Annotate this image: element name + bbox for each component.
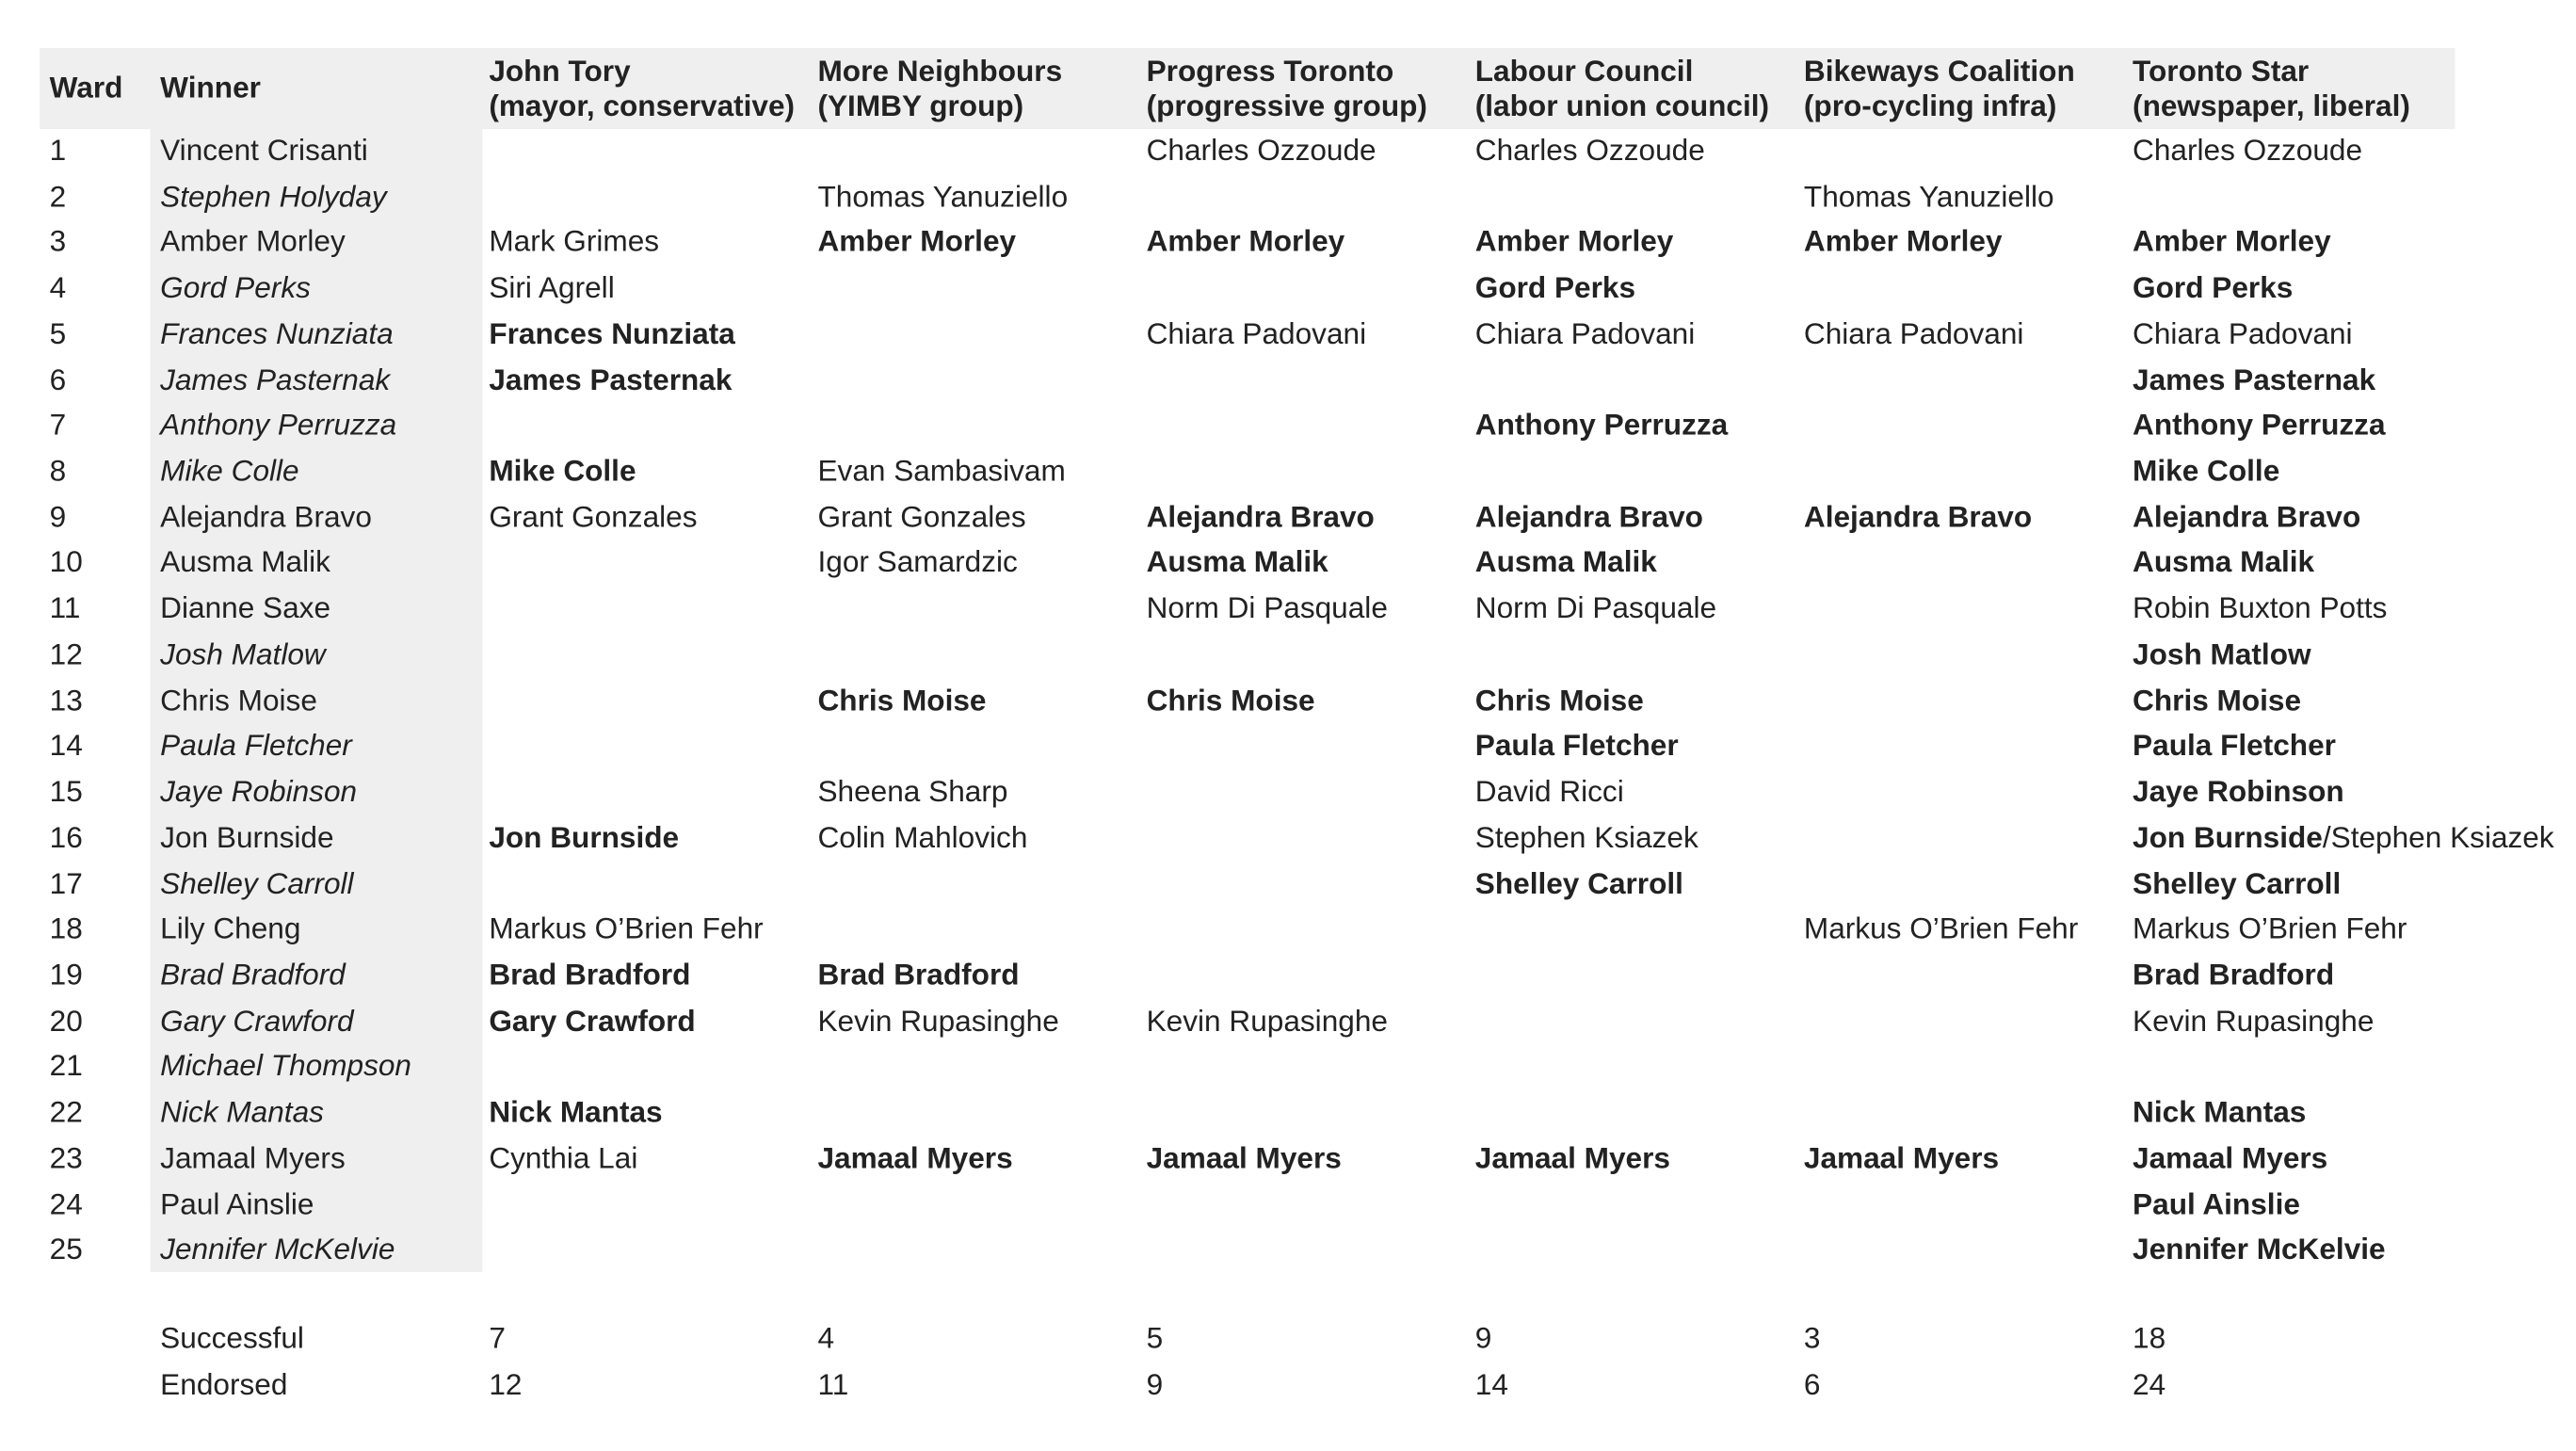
endorsement-cell: Chiara Padovani (2133, 316, 2353, 350)
endorsement-cell: Paul Ainslie (2133, 1186, 2300, 1220)
endorsement-cell: Evan Sambasivam (817, 454, 1066, 488)
ward-number: 6 (49, 363, 67, 396)
endorser-description: (progressive group) (1146, 89, 1427, 122)
endorsement-cell: Alejandra Bravo (1474, 500, 1703, 534)
endorsement-cell: Amber Morley (2133, 225, 2331, 259)
ward-number: 9 (49, 500, 67, 534)
winner-name: Frances Nunziata (160, 316, 394, 350)
endorsement-cell: Mike Colle (2133, 454, 2280, 488)
endorsement-cell: Jamaal Myers (1146, 1141, 1342, 1175)
endorsement-cell: Alejandra Bravo (2133, 500, 2361, 534)
ward-number: 17 (49, 866, 83, 900)
ward-number: 14 (49, 729, 83, 763)
ward-number: 22 (49, 1095, 83, 1129)
winner-name: Jennifer McKelvie (160, 1233, 395, 1266)
endorsement-cell: Chris Moise (1474, 683, 1644, 717)
winner-name: Anthony Perruzza (160, 408, 397, 442)
endorser-name: Bikeways Coalition (1803, 54, 2075, 88)
winner-name: Michael Thompson (160, 1049, 412, 1083)
winner-name: Vincent Crisanti (160, 134, 368, 168)
winner-name: James Pasternak (160, 363, 391, 396)
endorsement-part: Jon Burnside (2133, 820, 2323, 854)
ward-number: 19 (49, 958, 83, 992)
endorser-name: Progress Toronto (1146, 54, 1394, 88)
endorsement-cell: Jamaal Myers (2133, 1141, 2328, 1175)
endorsement-cell: Charles Ozzoude (2133, 134, 2363, 168)
ward-number: 5 (49, 316, 67, 350)
summary-value: 11 (817, 1367, 849, 1401)
winner-name: Stephen Holyday (160, 179, 387, 213)
endorser-description: (newspaper, liberal) (2133, 89, 2410, 122)
endorsement-cell: Amber Morley (1146, 225, 1345, 259)
endorsement-cell: Paula Fletcher (2133, 729, 2336, 763)
endorsement-cell: Chiara Padovani (1146, 316, 1367, 350)
endorsement-cell: Alejandra Bravo (1146, 500, 1375, 534)
endorsement-cell: Chris Moise (2133, 683, 2302, 717)
endorsement-cell: Mark Grimes (489, 225, 660, 259)
summary-value: 6 (1803, 1367, 1821, 1401)
endorsement-cell: Thomas Yanuziello (817, 179, 1069, 213)
summary-value: 24 (2133, 1367, 2166, 1401)
header-endorser (489, 55, 795, 124)
endorser-name: More Neighbours (817, 54, 1063, 88)
winner-name: Paula Fletcher (160, 729, 352, 763)
winner-name: Nick Mantas (160, 1095, 324, 1129)
endorsement-cell: Ausma Malik (2133, 545, 2315, 579)
endorsement-cell: Markus O’Brien Fehr (2133, 911, 2407, 945)
ward-number: 13 (49, 683, 83, 717)
endorsement-cell: Jamaal Myers (1474, 1141, 1670, 1175)
winner-name: Dianne Saxe (160, 591, 331, 625)
header-winner: Winner (160, 71, 261, 105)
summary-label: Endorsed (160, 1367, 288, 1401)
winner-name: Brad Bradford (160, 958, 346, 992)
summary-value: 5 (1146, 1321, 1164, 1355)
winner-name: Gary Crawford (160, 1004, 354, 1038)
winner-name: Lily Cheng (160, 911, 301, 945)
ward-number: 25 (49, 1233, 83, 1266)
endorsement-cell: Markus O’Brien Fehr (1803, 911, 2079, 945)
header-endorser (1147, 55, 1427, 124)
endorsement-cell: Amber Morley (1474, 225, 1674, 259)
winner-name: Mike Colle (160, 454, 299, 488)
endorsement-cell: Chris Moise (817, 683, 987, 717)
winner-name: Josh Matlow (160, 637, 326, 671)
ward-number: 16 (49, 820, 83, 854)
ward-number: 11 (49, 591, 81, 625)
winner-name: Jon Burnside (160, 820, 334, 854)
endorser-description: (labor union council) (1474, 89, 1770, 122)
ward-number: 24 (49, 1186, 83, 1220)
endorsement-cell (2133, 815, 2554, 862)
summary-value: 18 (2133, 1321, 2166, 1355)
endorser-name: Toronto Star (2133, 54, 2310, 88)
ward-number: 4 (49, 271, 67, 305)
endorsement-cell: Norm Di Pasquale (1474, 591, 1717, 625)
endorsement-cell: James Pasternak (489, 363, 733, 396)
winner-name: Amber Morley (160, 225, 346, 259)
endorsement-cell: Igor Samardzic (817, 545, 1018, 579)
endorsement-cell: Jennifer McKelvie (2133, 1233, 2386, 1266)
endorsement-cell: Kevin Rupasinghe (1146, 1004, 1388, 1038)
winner-name: Ausma Malik (160, 545, 330, 579)
endorsement-cell: Colin Mahlovich (817, 820, 1028, 854)
ward-number: 10 (49, 545, 83, 579)
endorsement-cell: Jon Burnside (489, 820, 680, 854)
summary-label: Successful (160, 1321, 304, 1355)
header-endorser (1804, 55, 2075, 124)
endorsement-cell: Kevin Rupasinghe (2133, 1004, 2375, 1038)
endorsement-cell: Paula Fletcher (1474, 729, 1679, 763)
summary-value: 4 (817, 1321, 835, 1355)
endorsement-cell: Mike Colle (489, 454, 636, 488)
endorsement-cell: Shelley Carroll (1474, 866, 1683, 900)
endorsement-cell: Gord Perks (2133, 271, 2294, 305)
endorsement-cell: Sheena Sharp (817, 774, 1008, 809)
endorsement-cell: Nick Mantas (489, 1095, 663, 1129)
endorsement-cell: Alejandra Bravo (1803, 500, 2033, 534)
endorser-name: Labour Council (1474, 54, 1694, 88)
endorsement-cell: Brad Bradford (817, 958, 1020, 992)
endorsement-cell: Jamaal Myers (817, 1141, 1013, 1175)
winner-name: Gord Perks (160, 271, 311, 305)
endorsement-cell: Brad Bradford (489, 958, 691, 992)
ward-number: 15 (49, 774, 83, 809)
summary-value: 12 (489, 1367, 523, 1401)
endorsement-cell: Robin Buxton Potts (2133, 591, 2388, 625)
header-endorser (2133, 55, 2410, 124)
ward-number: 12 (49, 637, 83, 671)
summary-value: 9 (1146, 1367, 1164, 1401)
ward-number: 8 (49, 454, 67, 488)
endorser-description: (pro-cycling infra) (1803, 89, 2057, 122)
separator: / (2322, 820, 2331, 854)
ward-number: 21 (49, 1049, 83, 1083)
endorsement-cell: Cynthia Lai (489, 1141, 638, 1175)
endorsement-cell: Charles Ozzoude (1474, 134, 1705, 168)
endorsement-cell: Gary Crawford (489, 1004, 696, 1038)
summary-value: 14 (1474, 1367, 1508, 1401)
endorsement-cell: Charles Ozzoude (1146, 134, 1377, 168)
endorsement-cell: Nick Mantas (2133, 1095, 2307, 1129)
ward-number: 2 (49, 179, 67, 213)
endorsement-cell: Stephen Ksiazek (1474, 820, 1699, 854)
endorsement-cell: Josh Matlow (2133, 637, 2311, 671)
endorsement-cell: Kevin Rupasinghe (817, 1004, 1059, 1038)
summary-value: 9 (1474, 1321, 1492, 1355)
header-endorser (817, 55, 1062, 124)
endorsement-cell: Ausma Malik (1146, 545, 1328, 579)
winner-name: Jamaal Myers (160, 1141, 346, 1175)
winner-name: Shelley Carroll (160, 866, 354, 900)
endorsement-cell: Ausma Malik (1474, 545, 1657, 579)
endorsement-part: Stephen Ksiazek (2330, 820, 2554, 854)
ward-number: 1 (49, 134, 67, 168)
endorsement-cell: Jamaal Myers (1803, 1141, 2000, 1175)
endorsement-cell: Amber Morley (817, 225, 1017, 259)
header-endorser (1475, 55, 1769, 124)
ward-number: 18 (49, 911, 83, 945)
endorser-description: (YIMBY group) (817, 89, 1024, 122)
endorsement-cell: Norm Di Pasquale (1146, 591, 1388, 625)
endorsement-cell: Chiara Padovani (1803, 316, 2024, 350)
endorsement-cell: Anthony Perruzza (2133, 408, 2386, 442)
endorsement-cell: Chris Moise (1146, 683, 1315, 717)
endorsement-cell: Frances Nunziata (489, 316, 735, 350)
endorsement-cell: Anthony Perruzza (1474, 408, 1729, 442)
endorsement-cell: James Pasternak (2133, 363, 2376, 396)
ward-number: 3 (49, 225, 67, 259)
endorsement-cell: Jaye Robinson (2133, 774, 2344, 809)
endorser-name: John Tory (489, 54, 631, 88)
ward-number: 7 (49, 408, 67, 442)
ward-number: 23 (49, 1141, 83, 1175)
endorsement-cell: Brad Bradford (2133, 958, 2335, 992)
summary-value: 3 (1803, 1321, 1821, 1355)
endorser-description: (mayor, conservative) (489, 89, 796, 122)
endorsement-cell: Shelley Carroll (2133, 866, 2342, 900)
endorsement-cell: Siri Agrell (489, 271, 615, 305)
winner-name: Alejandra Bravo (160, 500, 372, 534)
endorsement-cell: David Ricci (1474, 774, 1624, 809)
ward-number: 20 (49, 1004, 83, 1038)
endorsement-cell: Gord Perks (1474, 271, 1636, 305)
header-ward: Ward (49, 71, 123, 105)
winner-name: Chris Moise (160, 683, 317, 717)
endorsement-cell: Chiara Padovani (1474, 316, 1696, 350)
endorsement-cell: Thomas Yanuziello (1803, 179, 2054, 213)
winner-name: Paul Ainslie (160, 1186, 314, 1220)
endorsement-cell: Grant Gonzales (489, 500, 698, 534)
winner-name: Jaye Robinson (160, 774, 358, 809)
endorsement-cell: Amber Morley (1803, 225, 2003, 259)
endorsement-cell: Grant Gonzales (817, 500, 1026, 534)
summary-value: 7 (489, 1321, 506, 1355)
endorsement-cell: Markus O’Brien Fehr (489, 911, 764, 945)
